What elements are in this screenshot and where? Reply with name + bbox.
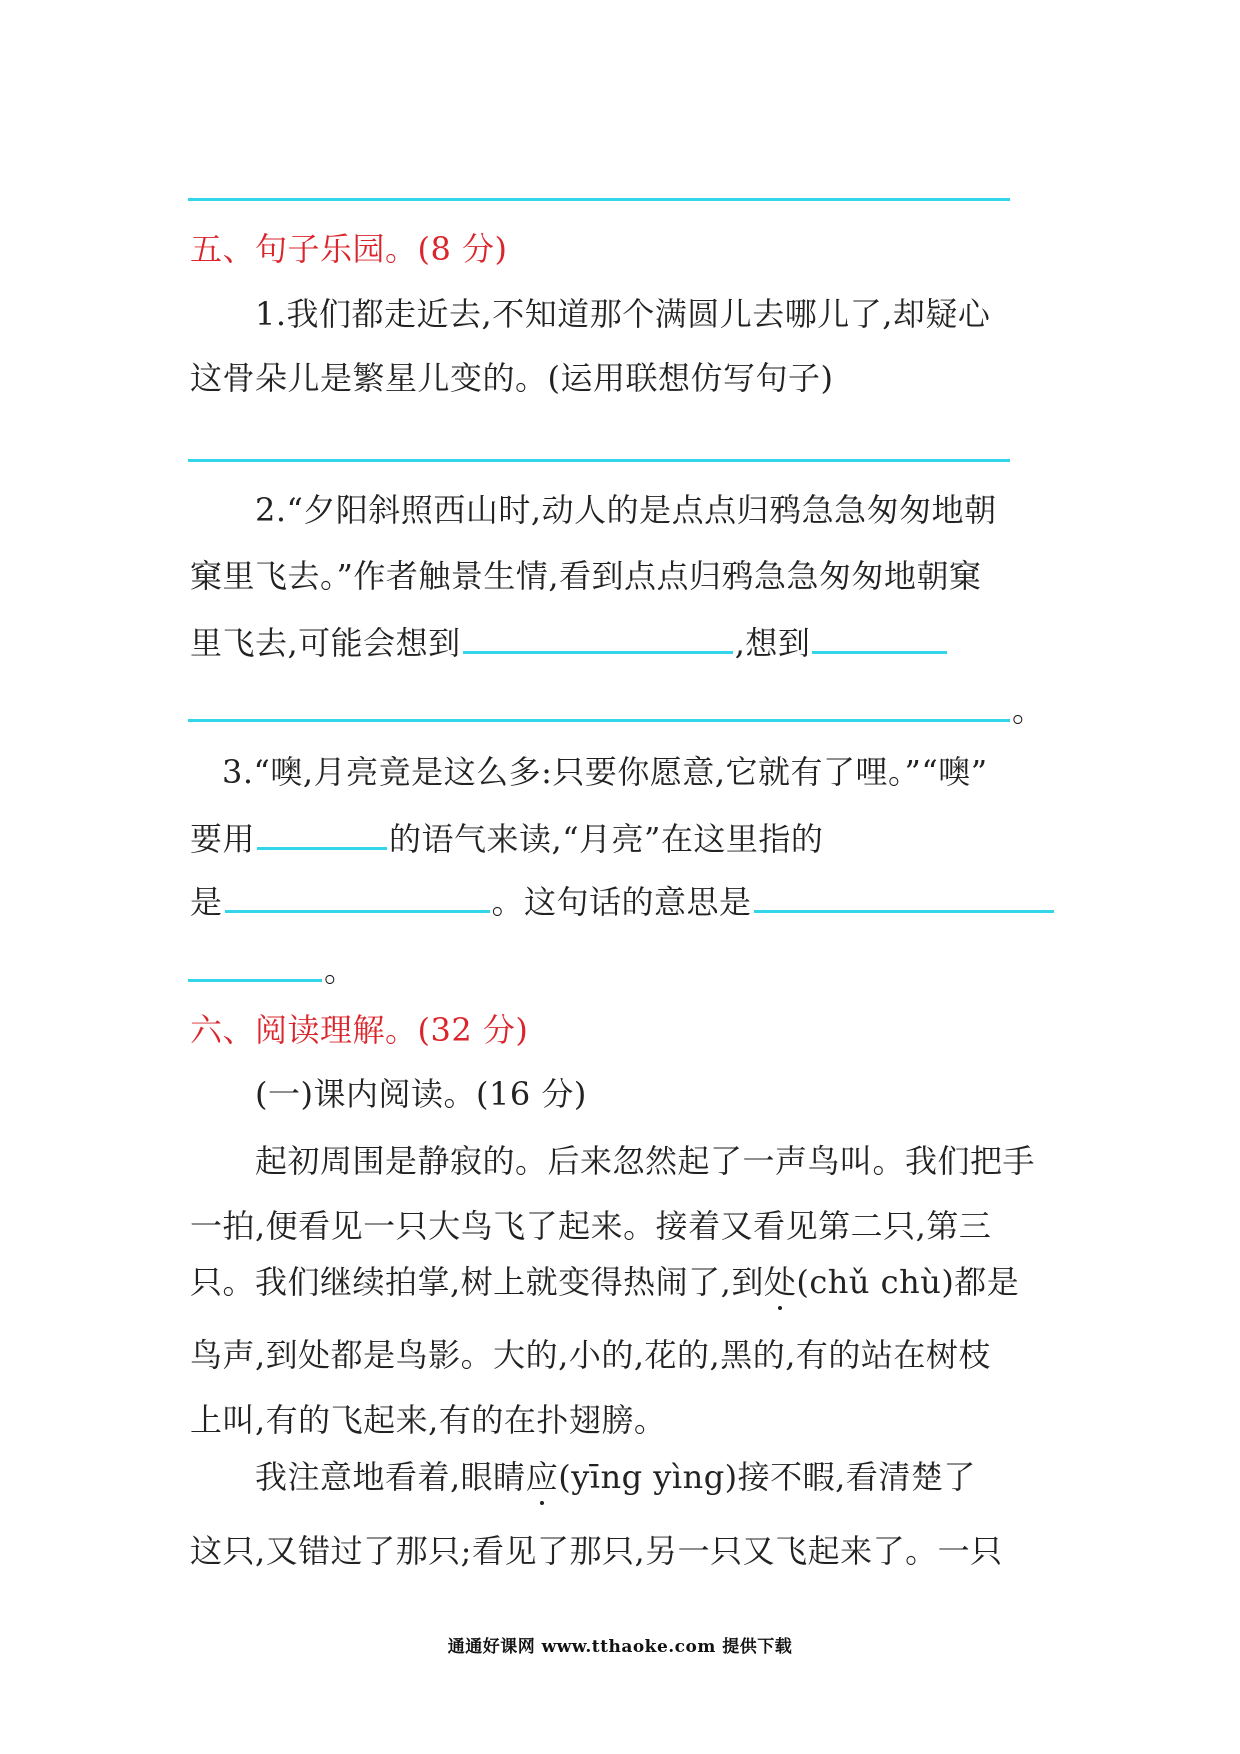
q1-line-2: 这骨朵儿是繁星儿变的。(运用联想仿写句子) bbox=[190, 359, 834, 397]
q1-line-1: 1.我们都走近去,不知道那个满圆儿去哪儿了,却疑心 bbox=[255, 295, 991, 333]
passage-p1-line-4: 鸟声,到处都是鸟影。大的,小的,花的,黑的,有的站在树枝 bbox=[190, 1336, 991, 1374]
passage-p1-line-5: 上叫,有的飞起来,有的在扑翅膀。 bbox=[190, 1401, 667, 1439]
footer-credit: 通通好课网 www.tthaoke.com 提供下载 bbox=[447, 1637, 793, 1657]
passage-p2-line-1 bbox=[255, 1457, 976, 1497]
passage-p1-line-3-text-a: 只。我们继续拍掌,树上就变得热闹了,到 bbox=[190, 1263, 764, 1301]
q3-line-2-text-b: 的语气来读,“月亮”在这里指的 bbox=[389, 820, 824, 858]
q3-line-2 bbox=[190, 817, 823, 859]
passage-p1-line-1: 起初周围是静寂的。后来忽然起了一声鸟叫。我们把手 bbox=[255, 1142, 1036, 1180]
q2-blank-1[interactable] bbox=[463, 621, 733, 654]
passage-p2-line-2: 这只,又错过了那只;看见了那只,另一只又飞起来了。一只 bbox=[190, 1532, 1003, 1570]
q2-answer-line[interactable] bbox=[188, 719, 1010, 722]
q2-line-1: 2.“夕阳斜照西山时,动人的是点点归鸦急急匆匆地朝 bbox=[255, 491, 997, 529]
q3-line-2-text-a: 要用 bbox=[190, 820, 256, 858]
answer-line-top[interactable] bbox=[188, 198, 1010, 201]
q3-line-3-text-a: 是 bbox=[190, 883, 223, 921]
q2-line-3-text-a: 里飞去,可能会想到 bbox=[190, 624, 461, 662]
q3-line-3 bbox=[190, 880, 1056, 922]
emphasized-char-ying: 应 bbox=[525, 1458, 559, 1496]
q3-line-3-text-b: 。这句话的意思是 bbox=[491, 883, 752, 921]
passage-p1-line-3 bbox=[190, 1262, 1019, 1302]
q3-blank-moon[interactable] bbox=[225, 880, 490, 913]
q2-line-3-text-b: ,想到 bbox=[734, 624, 811, 662]
q3-blank-meaning[interactable] bbox=[754, 880, 1054, 913]
section-6-heading: 六、阅读理解。(32 分) bbox=[190, 1011, 529, 1049]
q3-blank-tone[interactable] bbox=[257, 817, 387, 850]
reading-subheading: (一)课内阅读。(16 分) bbox=[255, 1075, 587, 1113]
q2-blank-2[interactable] bbox=[812, 621, 947, 654]
q3-line-1: 3.“噢,月亮竟是这么多:只要你愿意,它就有了哩。”“噢” bbox=[222, 753, 988, 791]
q1-answer-line[interactable] bbox=[188, 459, 1010, 462]
pinyin-choice-chu[interactable]: (chǔ chù)都是 bbox=[796, 1263, 1020, 1301]
q2-end-mark: 。 bbox=[1012, 691, 1045, 729]
emphasized-char-chu: 处 bbox=[763, 1263, 797, 1301]
q3-answer-line[interactable] bbox=[188, 979, 322, 982]
passage-p1-line-2: 一拍,便看见一只大鸟飞了起来。接着又看见第二只,第三 bbox=[190, 1207, 992, 1245]
q2-line-3 bbox=[190, 621, 949, 663]
pinyin-choice-ying[interactable]: (yīng yìng)接不暇,看清楚了 bbox=[558, 1458, 976, 1496]
q2-line-2: 窠里飞去。”作者触景生情,看到点点归鸦急急匆匆地朝窠 bbox=[190, 557, 982, 595]
q3-end-mark: 。 bbox=[324, 951, 357, 989]
passage-p2-line-1-text-a: 我注意地看着,眼睛 bbox=[255, 1458, 526, 1496]
section-5-heading: 五、句子乐园。(8 分) bbox=[190, 230, 508, 268]
